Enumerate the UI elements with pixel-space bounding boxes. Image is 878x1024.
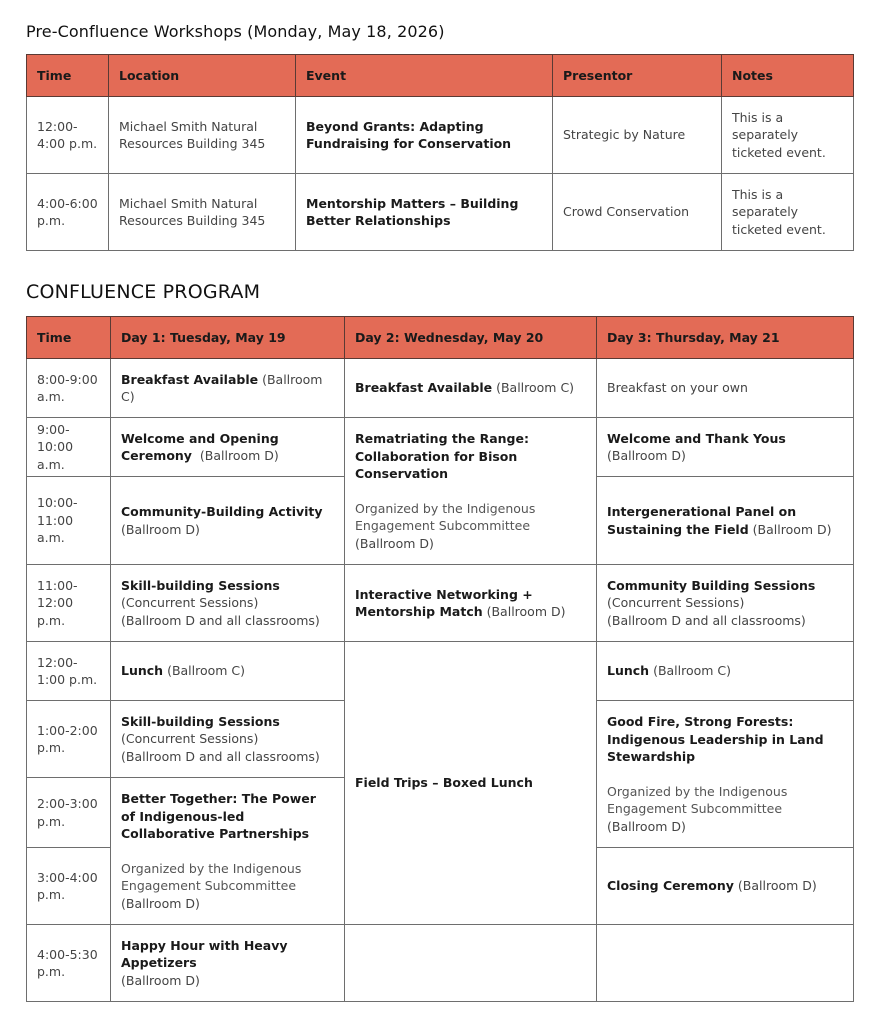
event-title: Breakfast Available — [121, 371, 259, 387]
time-cell: 4:00-6:00 p.m. — [27, 174, 109, 251]
presentor-cell: Strategic by Nature — [553, 97, 722, 174]
day3-empty — [597, 925, 854, 1002]
notes-cell: This is a separately ticketed event. — [722, 97, 854, 174]
day2-breakfast — [345, 359, 597, 418]
event-title: Field Trips – Boxed Lunch — [355, 775, 533, 791]
table-row — [27, 359, 854, 418]
event-location: (Ballroom C) — [121, 371, 323, 404]
day2-rematriating — [345, 418, 597, 565]
location-cell: Michael Smith Natural Resources Building 345 — [109, 174, 296, 251]
presentor-cell: Crowd Conservation — [553, 174, 722, 251]
table-row — [27, 642, 854, 701]
day3-breakfast: Breakfast on your own — [597, 359, 854, 418]
event-title: Rematriating the Range: Collaboration for Bison Conservation — [355, 431, 529, 481]
event-location: (Ballroom D) — [355, 535, 434, 551]
event-location: (Ballroom D and all classrooms) — [121, 748, 320, 764]
table-row — [27, 97, 854, 174]
time-cell: 12:00-1:00 p.m. — [27, 642, 111, 701]
time-cell: 11:00-12:00 p.m. — [27, 565, 111, 642]
workshops-table — [26, 54, 854, 251]
event-title: Good Fire, Strong Forests: Indigenous Leadership in Land Stewardship — [607, 714, 824, 764]
time-cell: 12:00-4:00 p.m. — [27, 97, 109, 174]
event-subtitle: (Concurrent Sessions) — [121, 731, 259, 747]
event-location: (Ballroom C) — [653, 663, 732, 679]
table-row — [27, 925, 854, 1002]
location-cell: Michael Smith Natural Resources Building 345 — [109, 97, 296, 174]
day1-happy-hour — [111, 925, 345, 1002]
event-location: (Ballroom C) — [496, 380, 575, 396]
event-location: (Ballroom D and all classrooms) — [121, 612, 320, 628]
day3-community — [597, 565, 854, 642]
day3-goodfire — [597, 701, 854, 848]
header-day3: Day 3: Thursday, May 21 — [597, 317, 854, 359]
event-title: Skill-building Sessions — [121, 577, 280, 593]
workshops-title: Pre-Confluence Workshops (Monday, May 18, 2026) — [26, 22, 445, 41]
day1-better-together — [111, 778, 345, 925]
day3-closing — [597, 848, 854, 925]
event-location: (Ballroom D) — [199, 448, 279, 463]
table-row — [27, 565, 854, 642]
event-title: Welcome and Thank Yous — [607, 430, 786, 446]
event-location: (Ballroom D) — [486, 604, 566, 619]
event-location: (Ballroom D) — [752, 521, 832, 537]
time-cell: 2:00-3:00 p.m. — [27, 778, 111, 848]
event-location: (Ballroom C) — [167, 663, 246, 679]
table-row — [27, 174, 854, 251]
event-title: Interactive Networking + Mentorship Match — [355, 586, 533, 619]
header-time: Time — [27, 55, 109, 97]
event-title: Closing Ceremony — [607, 878, 734, 894]
header-day1: Day 1: Tuesday, May 19 — [111, 317, 345, 359]
notes-cell: This is a separately ticketed event. — [722, 174, 854, 251]
event-location: (Ballroom D) — [121, 972, 200, 988]
event-title: Mentorship Matters – Building Better Relationships — [306, 195, 519, 228]
event-subtitle: (Concurrent Sessions) — [607, 595, 745, 611]
event-location: (Ballroom D) — [121, 521, 200, 537]
event-organizer: Organized by the Indigenous Engagement Subcommittee — [607, 783, 788, 816]
program-header-row — [27, 317, 854, 359]
header-presentor: Presentor — [553, 55, 722, 97]
day1-skill1 — [111, 565, 345, 642]
event-title: Lunch — [607, 663, 650, 679]
event-location: (Ballroom D) — [607, 818, 686, 834]
time-cell: 4:00-5:30 p.m. — [27, 925, 111, 1002]
program-title: CONFLUENCE PROGRAM — [26, 281, 261, 303]
event-title: Community-Building Activity — [121, 504, 323, 519]
event-location: (Ballroom D) — [607, 448, 686, 463]
event-location: (Ballroom D) — [737, 878, 817, 894]
header-time: Time — [27, 317, 111, 359]
event-title: Breakfast Available — [355, 380, 493, 396]
day3-panel — [597, 477, 854, 565]
time-cell: 9:00-10:00 a.m. — [27, 418, 111, 477]
day2-fieldtrips — [345, 642, 597, 925]
program-table — [26, 316, 854, 1002]
day2-networking — [345, 565, 597, 642]
workshops-header-row — [27, 55, 854, 97]
event-title: Skill-building Sessions — [121, 713, 280, 729]
day3-lunch — [597, 642, 854, 701]
header-day2: Day 2: Wednesday, May 20 — [345, 317, 597, 359]
event-title: Community Building Sessions — [607, 577, 816, 593]
header-location: Location — [109, 55, 296, 97]
day1-welcome — [111, 418, 345, 477]
event-cell — [296, 97, 553, 174]
event-title: Welcome and Opening Ceremony — [121, 430, 279, 463]
time-cell: 8:00-9:00 a.m. — [27, 359, 111, 418]
day1-skill2 — [111, 701, 345, 778]
table-row — [27, 418, 854, 477]
day1-community — [111, 477, 345, 565]
event-title: Happy Hour with Heavy Appetizers — [121, 937, 288, 971]
event-organizer: Organized by the Indigenous Engagement Subcommittee — [355, 500, 536, 533]
day1-lunch — [111, 642, 345, 701]
event-title: Better Together: The Power of Indigenous-led Collaborative Partnerships — [121, 791, 316, 841]
time-cell: 3:00-4:00 p.m. — [27, 848, 111, 925]
event-location: (Ballroom D and all classrooms) — [607, 612, 806, 628]
event-subtitle: (Concurrent Sessions) — [121, 595, 259, 611]
event-organizer: Organized by the Indigenous Engagement Subcommittee — [121, 860, 302, 893]
event-title: Intergenerational Panel on Sustaining the Field — [607, 504, 797, 537]
event-location: (Ballroom D) — [121, 895, 200, 911]
time-cell: 10:00-11:00 a.m. — [27, 477, 111, 565]
day1-breakfast — [111, 359, 345, 418]
time-cell: 1:00-2:00 p.m. — [27, 701, 111, 778]
header-event: Event — [296, 55, 553, 97]
day3-welcome — [597, 418, 854, 477]
header-notes: Notes — [722, 55, 854, 97]
day2-empty — [345, 925, 597, 1002]
event-cell — [296, 174, 553, 251]
event-title: Beyond Grants: Adapting Fundraising for Conservation — [306, 118, 512, 151]
event-title: Lunch — [121, 663, 164, 679]
